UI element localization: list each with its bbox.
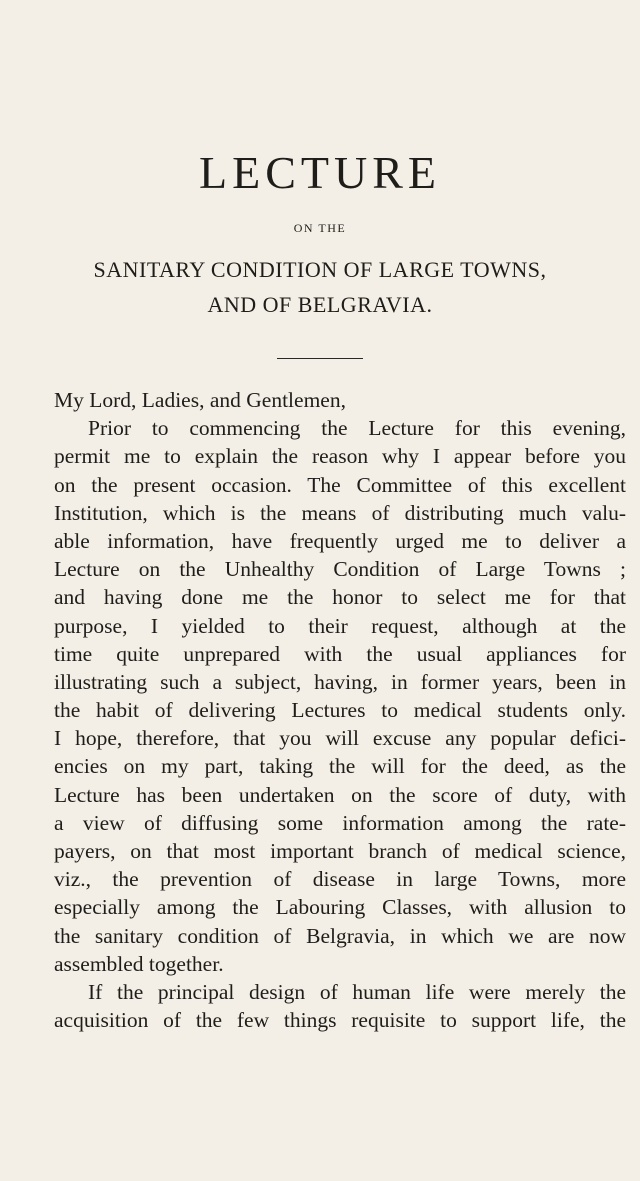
paragraph-1-line: time quite unprepared with the usual appliances for <box>54 641 626 666</box>
paragraph-1-line: a view of diffusing some information among the rate- <box>54 810 626 835</box>
paragraph-1-line: the sanitary condition of Belgravia, in which we are now <box>54 923 626 948</box>
paragraph-1-line: Lecture on the Unhealthy Condition of Large Towns ; <box>54 557 626 582</box>
paragraph-1-line: the habit of delivering Lectures to medical students only. <box>54 698 626 723</box>
paragraph-1-line: Institution, which is the means of distributing much valu- <box>54 500 626 525</box>
paragraph-1-line: assembled together. <box>54 951 224 976</box>
paragraph-1-line: viz., the prevention of disease in large Towns, more <box>54 867 626 892</box>
paragraph-1-line: payers, on that most important branch of medical science, <box>54 839 626 863</box>
paragraph-1-line: and having done me the honor to select me for that <box>54 585 626 610</box>
paragraph-1-line: especially among the Labouring Classes, with allusion to <box>54 895 626 920</box>
lecture-title: LECTURE <box>199 147 441 198</box>
paragraph-1-line: Prior to commencing the Lecture for this evening, <box>88 416 626 441</box>
salutation: My Lord, Ladies, and Gentlemen, <box>54 388 346 412</box>
paragraph-2-line: acquisition of the few things requisite to support life, the <box>54 1008 626 1033</box>
subtitle-line-1: SANITARY CONDITION OF LARGE TOWNS, <box>93 257 547 282</box>
paragraph-1-line: Lecture has been undertaken on the score of duty, with <box>54 782 626 807</box>
paragraph-1-line: encies on my part, taking the will for the deed, as the <box>54 754 626 779</box>
title-divider <box>277 358 363 359</box>
paragraph-1-line: permit me to explain the reason why I appear before you <box>54 444 626 469</box>
paragraph-1-line: illustrating such a subject, having, in former years, been in <box>54 669 626 694</box>
paragraph-1-line: able information, have frequently urged me to deliver a <box>54 528 626 553</box>
paragraph-1-line: purpose, I yielded to their request, although at the <box>54 613 626 638</box>
paragraph-1-line: on the present occasion. The Committee of this excellent <box>54 472 626 497</box>
lecture-body <box>54 386 626 1034</box>
subtitle-line-2: AND OF BELGRAVIA. <box>207 292 433 317</box>
paragraph-2-line: If the principal design of human life were merely the <box>88 979 626 1004</box>
on-the-label: ON THE <box>293 221 347 235</box>
paragraph-1-line: I hope, therefore, that you will excuse any popular defici- <box>54 726 626 751</box>
